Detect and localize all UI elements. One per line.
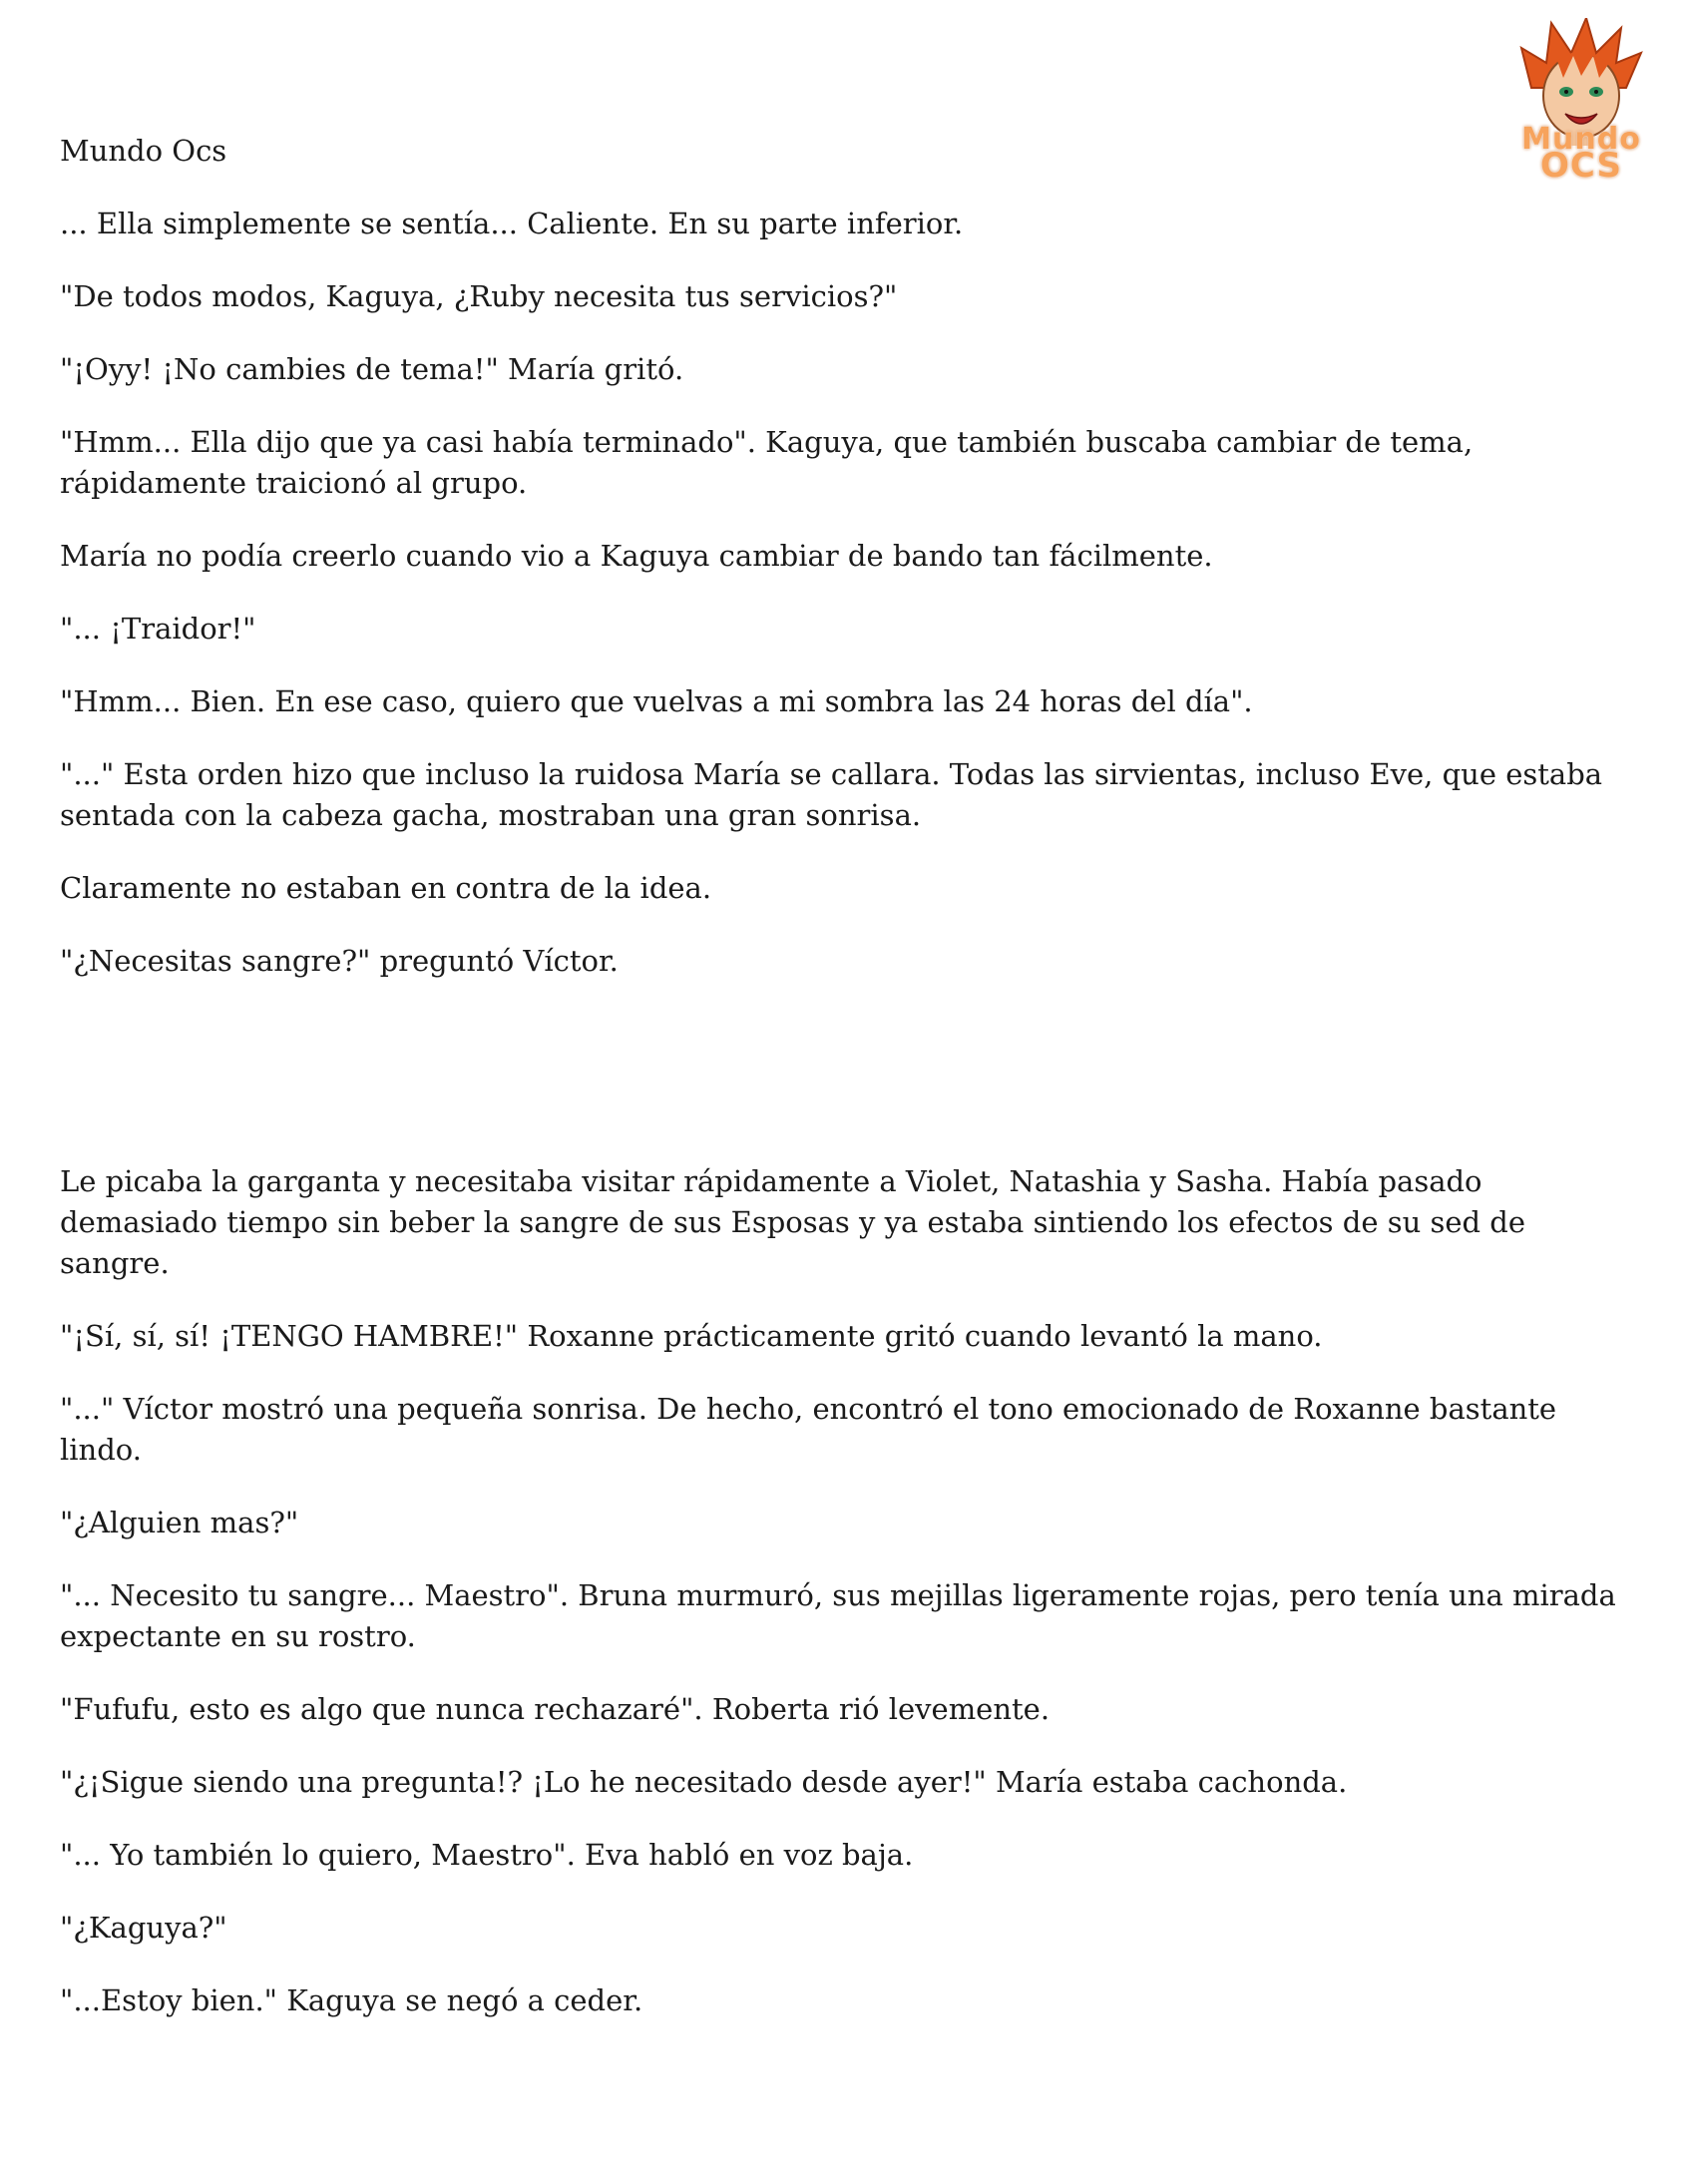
paragraph: "..." Víctor mostró una pequeña sonrisa. De hecho, encontró el tono emocionado de Roxanne bastante lindo. (60, 1392, 1557, 1467)
paragraph: ... Ella simplemente se sentía... Caliente. En su parte inferior. (60, 207, 964, 240)
paragraph: "..." Esta orden hizo que incluso la ruidosa María se callara. Todas las sirvientas, incluso Eve, que estaba sentada con la cabeza gacha, mostraban una gran sonrisa. (60, 757, 1603, 832)
paragraph: Le picaba la garganta y necesitaba visitar rápidamente a Violet, Natashia y Sasha. Había pasado demasiado tiempo sin beber la sangre de sus Esposas y ya estaba sintiendo los efectos de su sed de sangre. (60, 1164, 1526, 1280)
paragraph: "Hmm... Bien. En ese caso, quiero que vuelvas a mi sombra las 24 horas del día". (60, 684, 1253, 718)
paragraph: "¿Alguien mas?" (60, 1506, 299, 1539)
paragraph: Claramente no estaban en contra de la idea. (60, 871, 712, 905)
paragraph: "...Estoy bien." Kaguya se negó a ceder. (60, 1983, 643, 2017)
paragraph: "De todos modos, Kaguya, ¿Ruby necesita tus servicios?" (60, 279, 898, 313)
document-title: Mundo Ocs (60, 134, 227, 168)
paragraph: "¿Necesitas sangre?" preguntó Víctor. (60, 944, 619, 978)
paragraph: María no podía creerlo cuando vio a Kaguya cambiar de bando tan fácilmente. (60, 539, 1213, 573)
paragraph: "¿¡Sigue siendo una pregunta!? ¡Lo he necesitado desde ayer!" María estaba cachonda. (60, 1765, 1348, 1799)
paragraph: "... ¡Traidor!" (60, 612, 256, 646)
paragraph: "Fufufu, esto es algo que nunca rechazaré". Roberta rió levemente. (60, 1692, 1051, 1726)
logo-text-line1: Mundo (1521, 122, 1641, 157)
paragraph: "¡Sí, sí, sí! ¡TENGO HAMBRE!" Roxanne prácticamente gritó cuando levantó la mano. (60, 1319, 1323, 1353)
paragraph: "Hmm... Ella dijo que ya casi había terminado". Kaguya, que también buscaba cambiar de tema, rápidamente traicionó al grupo. (60, 425, 1474, 500)
text-section-1 (60, 131, 1631, 1014)
paragraph: "¡Oyy! ¡No cambies de tema!" María gritó. (60, 352, 684, 386)
paragraph: "... Yo también lo quiero, Maestro". Eva habló en voz baja. (60, 1838, 914, 1872)
logo-text-line2: OCS (1540, 146, 1622, 186)
paragraph: "... Necesito tu sangre... Maestro". Bruna murmuró, sus mejillas ligeramente rojas, pero tenía una mirada expectante en su rostro. (60, 1578, 1616, 1653)
text-section-2 (60, 1161, 1631, 2053)
paragraph: "¿Kaguya?" (60, 1911, 227, 1945)
